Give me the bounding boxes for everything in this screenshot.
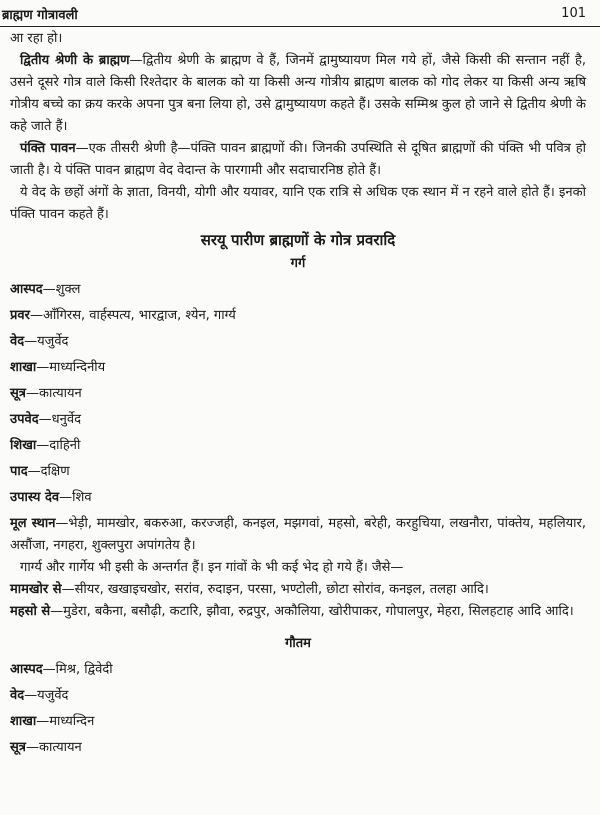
gautam-field-sutra [10, 737, 586, 759]
field-value: —धनुर्वेद [38, 412, 81, 427]
field-label: शाखा [10, 360, 37, 375]
running-title: ब्राह्मण गोत्रावली [2, 8, 78, 23]
mool-sthan-label: मूल स्थान [10, 516, 56, 531]
field-value: —कात्यायन [25, 386, 82, 401]
paragraph-vedas: ये वेद के छहों अंगों के ज्ञाता, विनयी, योगी और ययावर, यानि एक रात्रि से अधिक एक स्थान में न रहने वाले होते हैं। इनको पंक्ति पावन कहते हैं। [10, 185, 586, 222]
garg-field-upved [10, 409, 586, 431]
garg-mahso [10, 601, 586, 623]
page-number: 101 [561, 6, 586, 21]
paragraph-pankti-pavan [10, 138, 586, 182]
field-label: वेद [10, 334, 25, 349]
field-value: —शिव [59, 490, 92, 505]
garg-field-aspad [10, 279, 586, 301]
field-label: उपास्य देव [10, 490, 60, 505]
field-label: वेद [10, 688, 25, 703]
garg-field-sutra [10, 383, 586, 405]
section-title: सरयू पारीण ब्राह्मणों के गोत्र प्रवरादि [200, 231, 396, 249]
text-pankti-pavan: —एक तीसरी श्रेणी है—पंक्ति पावन ब्राह्मणों की। जिनकी उपस्थिति से दूषित ब्राह्मणों की पंक्ति भी पवित्र हो जाती है। ये पंक्ति पावन ब्राह्मण वेद वेदान्त के पारगामी और सदाचारनिष्ठ होते हैं। [10, 141, 586, 178]
intro-tail: आ रहा हो। [10, 31, 63, 46]
gautam-field-ved [10, 685, 586, 707]
garg-note: गार्ग्य और गार्गेय भी इसी के अन्तर्गत हैं। इन गांवों के भी कई भेद हो गये हैं। जैसे— [20, 560, 404, 575]
paragraph-second-class [10, 50, 586, 138]
field-value: —आँगिरस, वार्हस्पत्य, भारद्वाज, श्येन, गार्ग्य [29, 308, 236, 323]
mamkhor-label: मामखोर से [10, 582, 62, 597]
field-label: प्रवर [10, 308, 30, 323]
spacer [10, 623, 586, 631]
text-second-class: —द्वितीय श्रेणी के ब्राह्मण वे हैं, जिनमें द्वामुष्यायण मिल गये हों, जैसे किसी की सन्तान नहीं है, उसने दूसरे गोत्र वाले किसी रिश्तेदार के बालक को या किसी अन्य गोत्रीय ब्राह्मण बालक को गोद लेकर या किसी अन्य ऋषि गोत्रीय बच्चे का क्रय करके अपना पुत्र बना लिया हो, उसे द्वामुष्यायण कहते हैं। उसके सम्मिश्र कुल हो जाने से द्वितीय श्रेणी के कहे जाते हैं। [10, 53, 586, 134]
garg-field-paad [10, 461, 586, 483]
garg-field-ved [10, 331, 586, 353]
gautam-field-aspad [10, 659, 586, 681]
field-label: आस्पद [10, 282, 43, 297]
mool-sthan-text: —भेड़ी, मामखोर, बकरुआ, करज्जही, कनइल, मझगवां, महसो, बरेही, करहुचिया, लखनौरा, पांक्तेय, महलियार, असौंजा, नगहरा, शुक्लपुरा अपांगतेय है। [10, 516, 586, 553]
term-second-class: द्वितीय श्रेणी के ब्राह्मण [20, 53, 130, 68]
field-label: शिखा [10, 438, 37, 453]
garg-field-shakha [10, 357, 586, 379]
field-value: —दाहिनी [36, 438, 81, 453]
page-body [10, 28, 586, 763]
garg-mamkhor [10, 579, 586, 601]
field-label: सूत्र [10, 740, 26, 755]
garg-mool-sthan [10, 513, 586, 557]
field-label: उपवेद [10, 412, 39, 427]
term-pankti-pavan: पंक्ति पावन [20, 141, 76, 156]
gautam-field-shakha [10, 711, 586, 733]
garg-field-pravar [10, 305, 586, 327]
mamkhor-text: —सीयर, खखाइचखोर, सरांव, रुदाइन, परसा, भण्टोली, छोटा सोरांव, कनइल, तलहा आदि। [61, 582, 489, 597]
field-label: आस्पद [10, 662, 43, 677]
field-value: —शुक्ल [42, 282, 81, 297]
mahso-text: —मुडेरा, बकैना, बसौढ़ी, कटारि, झौवा, रुद्रपुर, अकौलिया, खोरीपाकर, गोपालपुर, मेहरा, सिलहटाह आदि आदि। [50, 604, 574, 619]
field-value: —कात्यायन [25, 740, 82, 755]
garg-field-shikha [10, 435, 586, 457]
field-label: सूत्र [10, 386, 26, 401]
field-label: शाखा [10, 714, 37, 729]
field-value: —माध्यन्दिन [36, 714, 95, 729]
field-value: —माध्यन्दिनीय [36, 360, 106, 375]
page-header [0, 0, 600, 27]
mahso-label: महसो से [10, 604, 51, 619]
field-value: —यजुर्वेद [24, 688, 69, 703]
field-value: —दक्षिण [27, 464, 70, 479]
field-value: —यजुर्वेद [24, 334, 69, 349]
gotra-title-garg: गर्ग [290, 256, 306, 271]
gotra-title-gautam: गौतम [285, 636, 311, 651]
field-label: पाद [10, 464, 28, 479]
garg-field-upasya-dev [10, 487, 586, 509]
field-value: —मिश्र, द्विवेदी [42, 662, 113, 677]
